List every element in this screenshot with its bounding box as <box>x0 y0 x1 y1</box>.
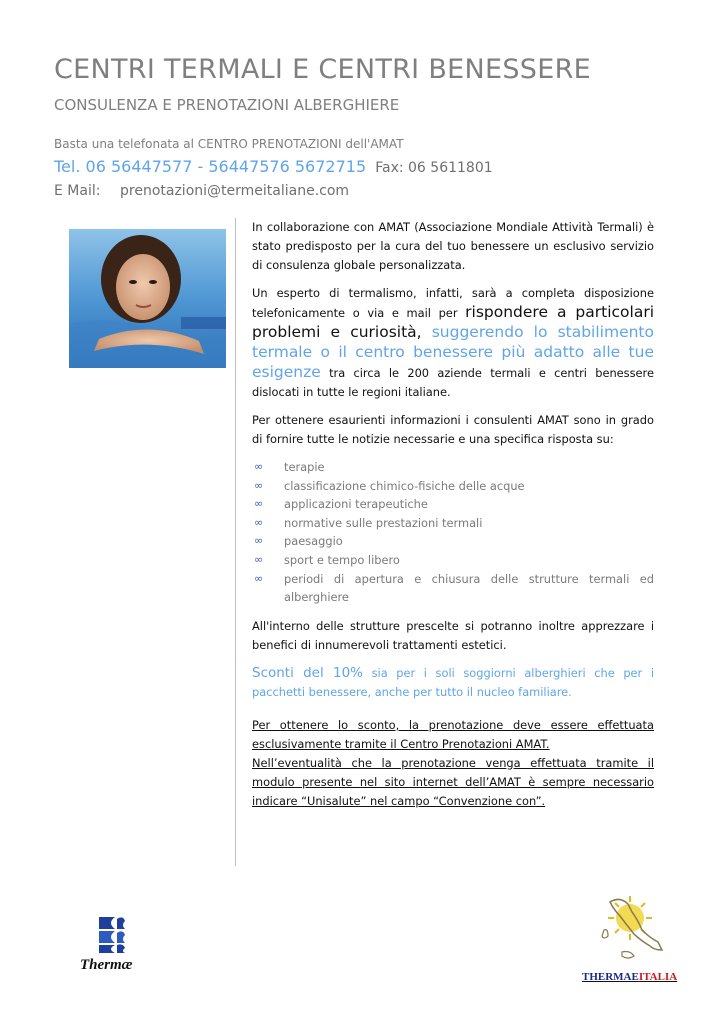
page-title: CENTRI TERMALI E CENTRI BENESSERE <box>54 54 592 85</box>
column-divider <box>235 218 236 866</box>
woman-in-pool-photo <box>69 229 226 368</box>
list-item: ∞ normative sulle prestazioni termali <box>252 514 654 533</box>
list-item: ∞ applicazioni terapeutiche <box>252 495 654 514</box>
infinity-bullet-icon: ∞ <box>254 497 264 511</box>
email-address[interactable]: prenotazioni@termeitaliane.com <box>120 183 350 199</box>
main-text-column <box>252 218 654 811</box>
page-subtitle: CONSULENZA E PRENOTAZIONI ALBERGHIERE <box>54 96 400 114</box>
infinity-bullet-icon: ∞ <box>254 534 264 548</box>
booking-intro: Basta una telefonata al CENTRO PRENOTAZIONI dell'AMAT <box>54 137 404 151</box>
highlight-suggestion: suggerendo lo stabilimento termale o il centro benessere più adatto alle tue esigenze <box>252 323 654 381</box>
phone-line <box>54 157 493 176</box>
convention-note: Nell’eventualità che la prenotazione venga effettuata tramite il modulo presente nel sito internet dell’AMAT è sempre necessario indicare “Unisalute” nel campo “Convenzione con”. <box>252 755 654 808</box>
infinity-bullet-icon: ∞ <box>254 478 264 492</box>
infinity-bullet-icon: ∞ <box>254 515 264 529</box>
fax-number: Fax: 06 5611801 <box>375 160 493 176</box>
infinity-bullet-icon: ∞ <box>254 460 264 473</box>
list-item: ∞ terapie <box>252 458 654 477</box>
list-item: ∞ periodi di apertura e chiusura delle strutture termali ed alberghiere <box>254 571 654 605</box>
list-item: ∞ sport e tempo libero <box>252 551 654 570</box>
thermae-logo-text: Thermæ <box>80 957 133 973</box>
email-line <box>54 183 349 199</box>
discount-paragraph: Sconti del 10% sia per i soli soggiorni alberghieri che per i pacchetti benessere, anche per tutto il nucleo familiare. <box>252 664 654 699</box>
list-item: ∞ classificazione chimico-fisiche delle acque <box>252 477 654 496</box>
infinity-bullet-icon: ∞ <box>254 571 264 585</box>
phone-numbers: Tel. 06 56447577 - 56447576 5672715 <box>54 157 367 176</box>
discount-condition-note: Per ottenere lo sconto, la prenotazione deve essere effettuata esclusivamente tramite il Centro Prenotazioni AMAT. <box>252 717 654 751</box>
list-item: ∞ paesaggio <box>252 532 654 551</box>
thermaeitalia-brand: THERMAEITALIA <box>582 971 678 983</box>
topics-list <box>252 458 654 607</box>
discount-highlight: Sconti del 10% <box>252 664 364 681</box>
paragraph-expert: Un esperto di termalismo, infatti, sarà a completa disposizione telefonicamente o via e mail per rispondere a particolari problemi e curiosità, suggerendo lo stabilimento termale o il centro benessere più adatto alle tue esigenze tra circa le 200 aziende termali e centri benessere dislocati in tutte le regioni italiane. <box>252 286 654 399</box>
paragraph-information: Per ottenere esaurienti informazioni i consulenti AMAT sono in grado di fornire tutte le notizie necessarie e una specifica risposta su: <box>252 413 654 446</box>
paragraph-collaboration: In collaborazione con AMAT (Associazione Mondiale Attività Termali) è stato predisposto per la cura del tuo benessere un esclusivo servizio di consulenza globale personalizzata. <box>252 220 654 272</box>
highlight-problems: rispondere a particolari problemi e curiosità, <box>252 303 654 341</box>
thermae-logo <box>79 913 159 973</box>
infinity-bullet-icon: ∞ <box>254 552 264 566</box>
paragraph-treatments: All'interno delle strutture prescelte si potranno inoltre apprezzare i benefici di innumerevoli trattamenti estetici. <box>252 618 654 652</box>
email-label: E Mail: <box>54 183 101 199</box>
